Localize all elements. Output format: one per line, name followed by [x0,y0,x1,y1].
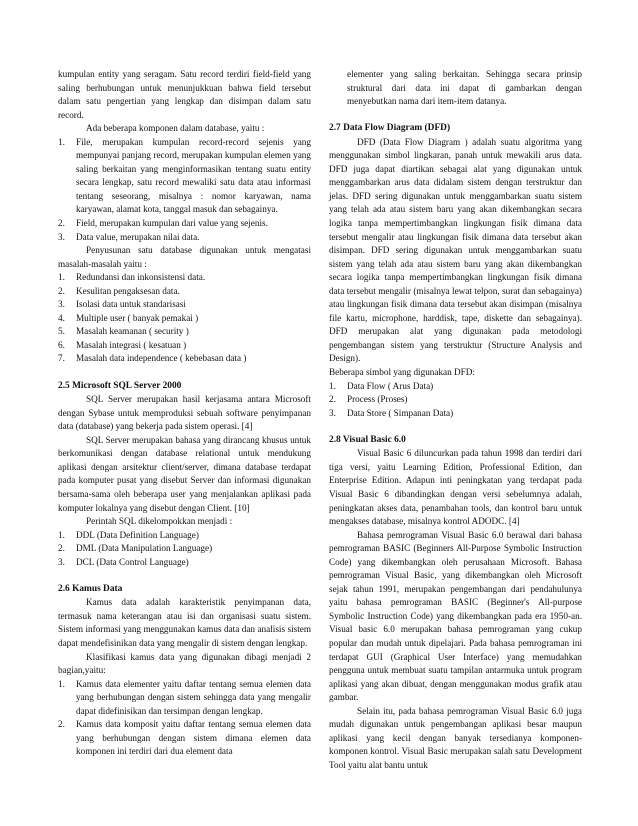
paragraph: SQL Server merupakan bahasa yang dirancang khusus untuk berkomunikasi dengan database relational untuk mendukung aplikasi dengan arsitektur client/server, dimana database terdapat pada komputer pusat yang disebut Server dan informasi digunakan bersama-sama oleh beberapa user yang menjalankan aplikasi pada komputer lokalnya yang disebut dengan Client. [10] [58,434,311,513]
problems-list [58,271,311,366]
list-item: 1. Kamus data elementer yaitu daftar tentang semua elemen data yang berhubungan dengan sistem sehingga data yang mengalir dapat didefinisikan dan tersimpan dengan lengkap. [58,678,311,716]
paragraph: Selain itu, pada bahasa pemrograman Visual Basic 6.0 juga mudah digunakan untuk pengembangan aplikasi besar maupun aplikasi yang kecil dengan banyak tersedianya komponen-komponen kontrol. Visual Basic merupakan salah satu Development Tool yaitu alat bantu untuk [329,705,582,770]
intro-paragraph: kumpulan entity yang seragam. Satu record terdiri field-field yang saling berhubungan untuk menunjukkuan bahwa field tersebut dalam satu pengertian yang lengkap dan disimpan dalam satu record. [58,69,311,120]
paragraph: Visual Basic 6 diluncurkan pada tahun 1998 dan terdiri dari tiga versi, yaitu Learning Edition, Professional Edition, dan Enterprise Edition. Adapun inti peningkatan yang terdapat pada Visual Basic 6 dibandingkan dengan versi sebelumnya adalah, peningkatan akses data, penambahan tools, dan kontrol baru untuk mengakses database, misalnya kontrol ADODC. [4] [329,448,582,527]
list-item: 3. Data Store ( Simpanan Data) [329,407,454,418]
section-heading: 2.7 Data Flow Diagram (DFD) [329,123,451,134]
paragraph: Bahasa pemrograman Visual Basic 6.0 berawal dari bahasa pemrograman BASIC (Beginners All-Purpose Symbolic Instruction Code) yang dikembangkan oleh perusahaan Microsoft. Bahasa pemrograman Visual Basic, yang dikembangkan oleh Microsoft sejak tahun 1991, merupakan pengembangan dari pendahulunya yaitu bahasa pemrograman BASIC (Beginner's All-purpose Symbolic Instruction Code) yang dikembangkan pada era 1950-an. Visual basic 6.0 merupakan bahasa pemrograman yang cukup popular dan mudah untuk dipelajari. Pada bahasa pemrograman ini terdapat GUI (Graphical User Interface) yang memudahkan pengguna untuk membuat suatu tampilan antarmuka untuk program aplikasi yang akan dibuat, dengan menggunakan modus grafik atau gambar. [329,529,582,703]
list-item: 2. Kamus data komposit yaitu daftar tentang semua elemen data yang berhubungan dengan sistem dimana elemen data komponen ini terdiri dari dua element data [58,719,311,757]
list-item: 3. Isolasi data untuk standarisasi [58,299,186,310]
list-item: 1. Redundansi dan inkonsistensi data. [58,272,206,283]
components-intro: Ada beberapa komponen dalam database, yaitu : [86,123,265,134]
section-heading: 2.5 Microsoft SQL Server 2000 [58,380,182,391]
list-item: 1. File, merupakan kumpulan record-record sejenis yang mempunyai panjang record, merupakan kumpulan elemen yang saling berkaitan yang menginformasikan tentang suatu entity secara lengkap, satu record mewaliki satu data atau informasi tentang seseorang, misalnya : nomor karyawan, nama karyawan, alamat kota, tanggal masuk dan sebagainya. [58,136,311,215]
paragraph: Kamus data adalah karakteristik penyimpanan data, termasuk nama keterangan atau isi dan organisasi suatu sistem. Sistem informasi yang menggunakan kamus data dan analisis sistem dapat mendefisinikan data yang mengalir di sistem dengan lengkap. [58,597,311,648]
paragraph: Klasifikasi kamus data yang digunakan dibagi menjadi 2 bagian,yaitu: [58,651,311,676]
sql-groups-intro: Perintah SQL dikelompokkan menjadi : [86,516,233,527]
components-list [58,136,311,244]
list-item: 1. DDL (Data Definition Language) [58,529,199,540]
list-item: 6. Masalah integrasi ( kesatuan ) [58,339,187,350]
paragraph: SQL Server merupakan hasil kerjasama antara Microsoft dengan Sybase untuk memproduksi sebuah software penyimpanan data (database) yang bekerja pada sistem operasi. [4] [58,394,311,432]
list-item: 3. DCL (Data Control Language) [58,556,189,567]
list-item: 2. Kesulitan pengaksesan data. [58,285,180,296]
dfd-symbols-intro: Beberapa simbol yang digunakan DFD: [329,367,475,378]
sql-groups-list [58,529,311,570]
list-item: 2. DML (Data Manipulation Language) [58,543,213,554]
list-item: 5. Masalah keamanan ( security ) [58,326,189,337]
list-item: 2. Field, merupakan kumpulan dari value yang sejenis. [58,218,268,229]
section-heading: 2.6 Kamus Data [58,583,123,594]
problems-intro: Penyusunan satu database digunakan untuk mengatasi masalah-masalah yaitu : [58,245,311,269]
list-item: 4. Multiple user ( banyak pemakai ) [58,312,199,323]
list-item: 7. Masalah data independence ( kebebasan data ) [58,353,247,364]
list-continuation: elementer yang saling berkaitan. Sehingga secara prinsip struktural dari data ini dapat di gambarkan dengan menyebutkan nama dari item-item datanya. [347,69,582,107]
list-item: 3. Data value, merupakan nilai data. [58,231,200,242]
dfd-symbols-list [329,380,582,421]
list-item: 1. Data Flow ( Arus Data) [329,380,434,391]
kamus-data-list [58,678,311,759]
paragraph: DFD (Data Flow Diagram ) adalah suatu algoritma yang menggunakan simbol lingkaran, panah untuk mewakili arus data. DFD juga dapat diartikan sebagai alat yang digunakan untuk menggambarkan arus data didalam sistem dengan terstruktur dan jelas. DFD sering digunakan untuk menggambarkan suatu sistem yang telah ada atau sistem baru yang akan dikembangkan secara logika tanpa mempertimbangkan lingkungan fisik dimana data tersebut mengalir atau lingkungan fisik dimana data tersebut akan disimpan. DFD sering digunakan untuk menggambarkan suatu sistem yang telah ada atau sistem baru yang akan dikembangkan secara logika tanpa mempertimbangkan lingkungan fisik dimana data tersebut mengalir (misalnya lewat telpon, surat dan sebagainya) atau lingkungan fisik dimana data tersebut akan disimpan (misalnya file kartu, microphone, harddisk, tape, diskette dan sebagainya). DFD merupakan alat yang digunakan pada metodologi pengembangan sistem yang terstruktur (Structure Analysis and Design). [329,136,582,364]
section-heading: 2.8 Visual Basic 6.0 [329,434,406,445]
right-column [329,68,582,772]
left-column [58,68,311,759]
list-item: 2. Process (Proses) [329,394,408,405]
